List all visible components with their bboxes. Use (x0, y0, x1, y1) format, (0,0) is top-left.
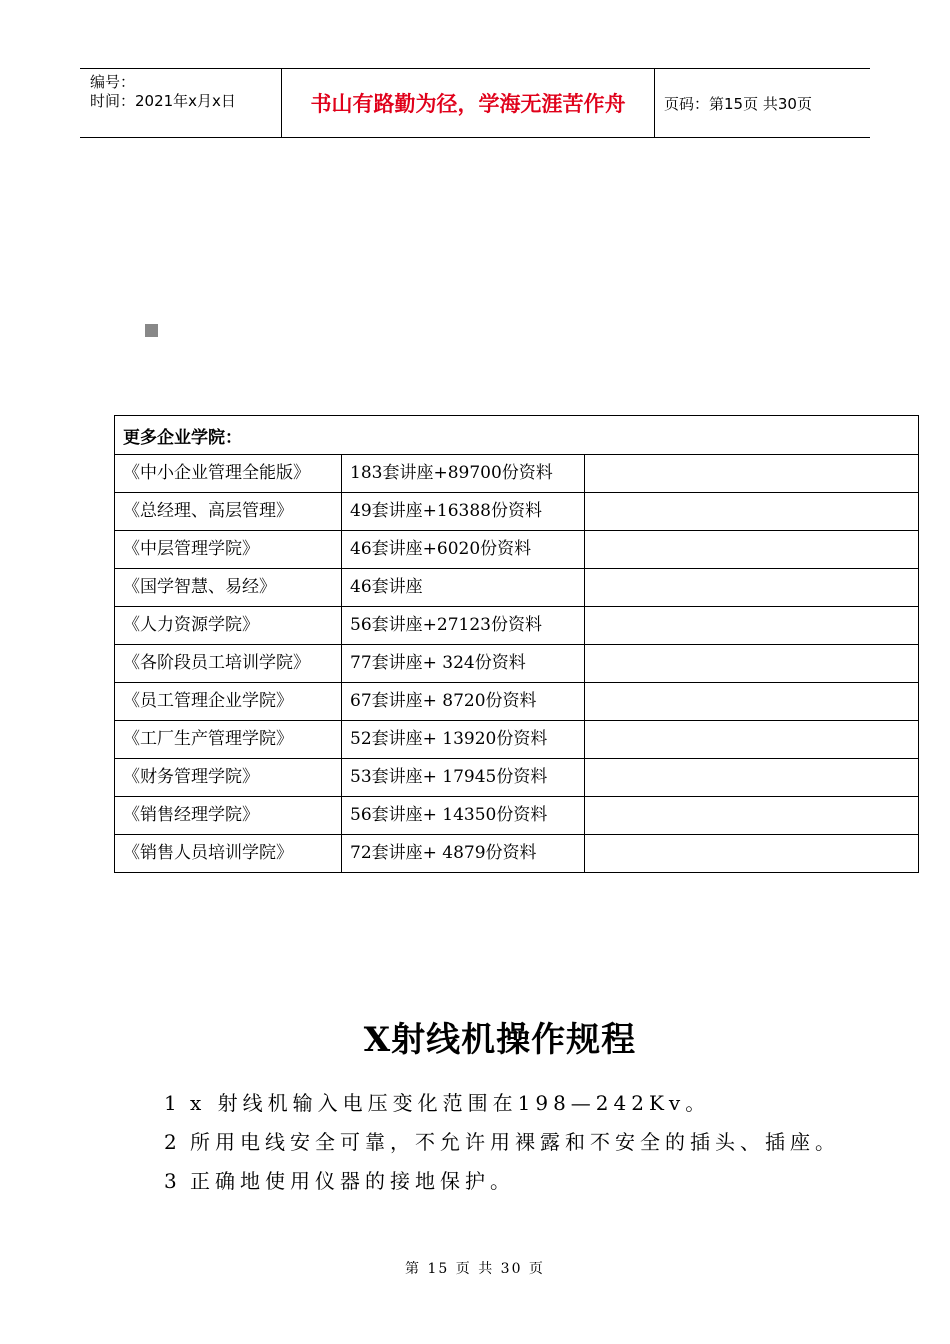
table-row (115, 683, 919, 721)
table-row (115, 721, 919, 759)
motto: 书山有路勤为径，学海无涯苦作舟 (281, 69, 655, 137)
courses-table (114, 415, 919, 873)
course-extra-cell (585, 721, 919, 759)
page-header (80, 68, 870, 138)
course-content-cell: 72套讲座+ 4879份资料 (342, 835, 585, 873)
course-name-cell: 《总经理、高层管理》 (115, 493, 342, 531)
course-extra-cell (585, 493, 919, 531)
page-footer: 第 15 页 共 30 页 (405, 1261, 545, 1277)
course-content-cell: 67套讲座+ 8720份资料 (342, 683, 585, 721)
table-header: 更多企业学院： (115, 416, 919, 455)
course-extra-cell (585, 683, 919, 721)
course-content-cell: 49套讲座+16388份资料 (342, 493, 585, 531)
table-row (115, 835, 919, 873)
course-name-cell: 《国学智慧、易经》 (115, 569, 342, 607)
table-row (115, 455, 919, 493)
course-name-cell: 《销售人员培训学院》 (115, 835, 342, 873)
course-extra-cell (585, 835, 919, 873)
table-row (115, 531, 919, 569)
course-content-cell: 53套讲座+ 17945份资料 (342, 759, 585, 797)
course-extra-cell (585, 455, 919, 493)
table-row (115, 607, 919, 645)
document-title: X射线机操作规程 (363, 1020, 637, 1060)
course-name-cell: 《销售经理学院》 (115, 797, 342, 835)
table-row (115, 645, 919, 683)
table-row (115, 569, 919, 607)
course-name-cell: 《工厂生产管理学院》 (115, 721, 342, 759)
course-name-cell: 《中层管理学院》 (115, 531, 342, 569)
course-content-cell: 77套讲座+ 324份资料 (342, 645, 585, 683)
step-item: 3 正确地使用仪器的接地保护。 (164, 1169, 515, 1193)
step-item: 2 所用电线安全可靠，不允许用裸露和不安全的插头、插座。 (164, 1130, 840, 1154)
time-label: 时间：2021年x月x日 (90, 92, 236, 110)
course-extra-cell (585, 531, 919, 569)
course-name-cell: 《员工管理企业学院》 (115, 683, 342, 721)
course-extra-cell (585, 645, 919, 683)
course-content-cell: 46套讲座+6020份资料 (342, 531, 585, 569)
step-item: 1 x 射线机输入电压变化范围在198—242Kv。 (164, 1091, 711, 1115)
course-content-cell: 56套讲座+ 14350份资料 (342, 797, 585, 835)
course-extra-cell (585, 607, 919, 645)
course-name-cell: 《人力资源学院》 (115, 607, 342, 645)
course-extra-cell (585, 797, 919, 835)
course-name-cell: 《财务管理学院》 (115, 759, 342, 797)
number-label: 编号： (90, 73, 136, 91)
header-meta (90, 73, 236, 111)
table-header-row (115, 416, 919, 455)
course-extra-cell (585, 569, 919, 607)
page-label: 页码：第15页 共30页 (664, 95, 812, 113)
table-row (115, 493, 919, 531)
steps-list (164, 1088, 840, 1205)
course-content-cell: 46套讲座 (342, 569, 585, 607)
square-bullet-icon (145, 324, 158, 337)
table-row (115, 759, 919, 797)
course-content-cell: 183套讲座+89700份资料 (342, 455, 585, 493)
table-row (115, 797, 919, 835)
course-content-cell: 56套讲座+27123份资料 (342, 607, 585, 645)
course-name-cell: 《各阶段员工培训学院》 (115, 645, 342, 683)
course-content-cell: 52套讲座+ 13920份资料 (342, 721, 585, 759)
course-name-cell: 《中小企业管理全能版》 (115, 455, 342, 493)
course-extra-cell (585, 759, 919, 797)
